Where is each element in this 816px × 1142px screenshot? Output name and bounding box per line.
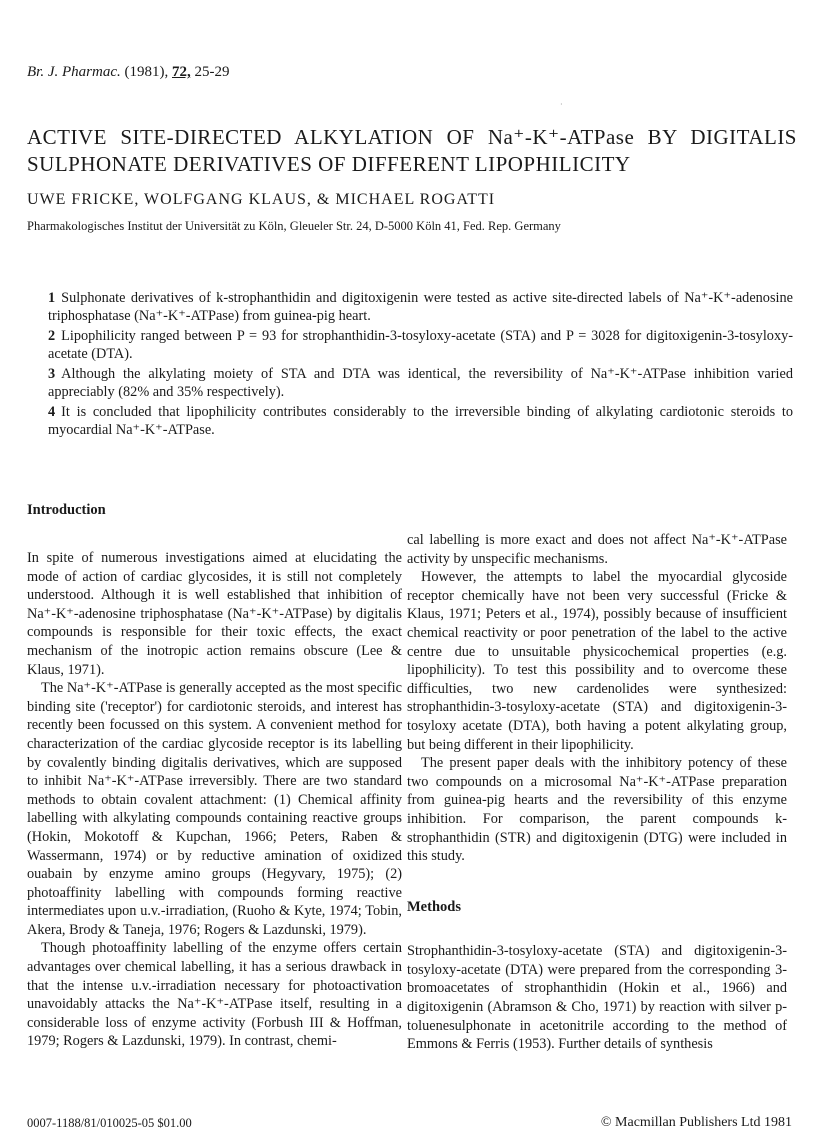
journal-name: Br. J. Pharmac.	[27, 64, 121, 80]
author-list: UWE FRICKE, WOLFGANG KLAUS, & MICHAEL ROGATTI	[27, 191, 496, 208]
journal-volume: 72,	[172, 64, 191, 80]
right-column	[407, 531, 787, 1054]
paragraph: cal labelling is more exact and does not affect Na⁺-K⁺-ATPase activity by unspecific mechanisms.	[407, 532, 787, 567]
abstract	[48, 290, 793, 442]
abstract-text: Sulphonate derivatives of k-strophanthidin and digitoxigenin were tested as active site-directed labels of Na⁺-K⁺-adenosine triphosphatase (Na⁺-K⁺-ATPase) from guinea-pig heart.	[48, 290, 793, 324]
article-title: ACTIVE SITE-DIRECTED ALKYLATION OF Na⁺-K⁺-ATPase BY DIGITALIS SULPHONATE DERIVATIVES OF DIFFERENT LIPOPHILICITY	[27, 125, 797, 176]
abstract-number: 4	[48, 404, 56, 420]
left-column	[27, 549, 402, 1051]
intro-heading: Introduction	[27, 502, 106, 518]
abstract-point	[48, 328, 793, 363]
paragraph: However, the attempts to label the myocardial glycoside receptor chemically have not been very successful (Fricke & Klaus, 1971; Peters et al., 1974), possibly because of insufficient chemical reactivity or poor penetration of the label to the active centre due to unsuitable physicochemical properties (e.g. lipophilicity). To test this possibility and to overcome these difficulties, two new cardenolides were synthesized: strophanthidin-3-tosyloxy-acetate (STA) and digitoxigenin-3-tosyloxy acetate (DTA), both having a potent alkylating group, but being different in their lipophilicity.	[407, 569, 787, 753]
paragraph: Though photoaffinity labelling of the enzyme offers certain advantages over chemical labelling, it has a serious drawback in that the intense u.v.-irradiation necessary for photoactivation unavoidably attacks the Na⁺-K⁺-ATPase itself, resulting in a considerable loss of enzyme activity (Forbush III & Hoffman, 1979; Rogers & Lazdunski, 1979). In contrast, chemi-	[27, 940, 402, 1050]
affiliation: Pharmakologisches Institut der Universität zu Köln, Gleueler Str. 24, D-5000 Köln 41, Fed. Rep. Germany	[27, 219, 561, 233]
paragraph: The Na⁺-K⁺-ATPase is generally accepted as the most specific binding site ('receptor') for cardiotonic steroids, and interest has recently been focussed on this system. A convenient method for characterization of the cardiac glycoside receptor is its labelling by covalently binding digitalis derivatives, which are supposed to inhibit Na⁺-K⁺-ATPase irreversibly. There are two standard methods to obtain covalent attachment: (1) Chemical affinity labelling with alkylating compounds containing reactive groups (Hokin, Mokotoff & Kupchan, 1966; Peters, Raben & Wassermann, 1974) or by reductive amination of oxidized ouabain by enzyme amino groups (Hegyvary, 1975); (2) photoaffinity labelling with compounds forming reactive intermediates upon u.v.-irradiation, (Ruoho & Kyte, 1974; Tobin, Akera, Brody & Taneja, 1976; Rogers & Lazdunski, 1979).	[27, 680, 402, 938]
scan-speck: ·	[560, 100, 563, 109]
abstract-point	[48, 404, 793, 439]
abstract-number: 3	[48, 366, 56, 382]
paragraph: The present paper deals with the inhibitory potency of these two compounds on a microsomal Na⁺-K⁺-ATPase preparation from guinea-pig hearts and the reversibility of this enzyme inhibition. For comparison, the parent compounds k-strophanthidin (STR) and digitoxigenin (DTG) were included in this study.	[407, 755, 787, 865]
journal-year: (1981),	[124, 64, 169, 80]
abstract-point	[48, 366, 793, 401]
abstract-number: 1	[48, 290, 56, 306]
copyright: © Macmillan Publishers Ltd 1981	[600, 1115, 792, 1130]
methods-heading: Methods	[407, 898, 461, 915]
abstract-text: Lipophilicity ranged between P = 93 for strophanthidin-3-tosyloxy-acetate (STA) and P = 3028 for digitoxigenin-3-tosyloxy-acetate (DTA).	[48, 328, 793, 362]
journal-citation	[27, 64, 230, 81]
issn-code: 0007-1188/81/010025-05 $01.00	[27, 1116, 192, 1130]
abstract-number: 2	[48, 328, 56, 344]
paragraph: In spite of numerous investigations aimed at elucidating the mode of action of cardiac glycosides, it is still not completely understood. Although it is well established that inhibition of Na⁺-K⁺-adenosine triphosphatase (Na⁺-K⁺-ATPase) by digitalis compounds is responsible for their toxic effects, the exact mechanism of the inotropic action remains obscure (Lee & Klaus, 1971).	[27, 550, 402, 678]
abstract-point	[48, 290, 793, 325]
abstract-text: Although the alkylating moiety of STA and DTA was identical, the reversibility of Na⁺-K⁺-ATPase inhibition varied appreciably (82% and 35% respectively).	[48, 366, 793, 400]
paragraph: Strophanthidin-3-tosyloxy-acetate (STA) and digitoxigenin-3-tosyloxy-acetate (DTA) were prepared from the corresponding 3-bromoacetates of strophanthidin (Hokin et al., 1966) and digitoxigenin (Abramson & Cho, 1971) by reaction with silver p-toluenesulphonate in acetonitrile according to the method of Emmons & Ferris (1953). Further details of synthesis	[407, 943, 787, 1053]
abstract-text: It is concluded that lipophilicity contributes considerably to the irreversible binding of alkylating cardiotonic steroids to myocardial Na⁺-K⁺-ATPase.	[48, 404, 793, 438]
journal-pages: 25-29	[194, 64, 230, 80]
